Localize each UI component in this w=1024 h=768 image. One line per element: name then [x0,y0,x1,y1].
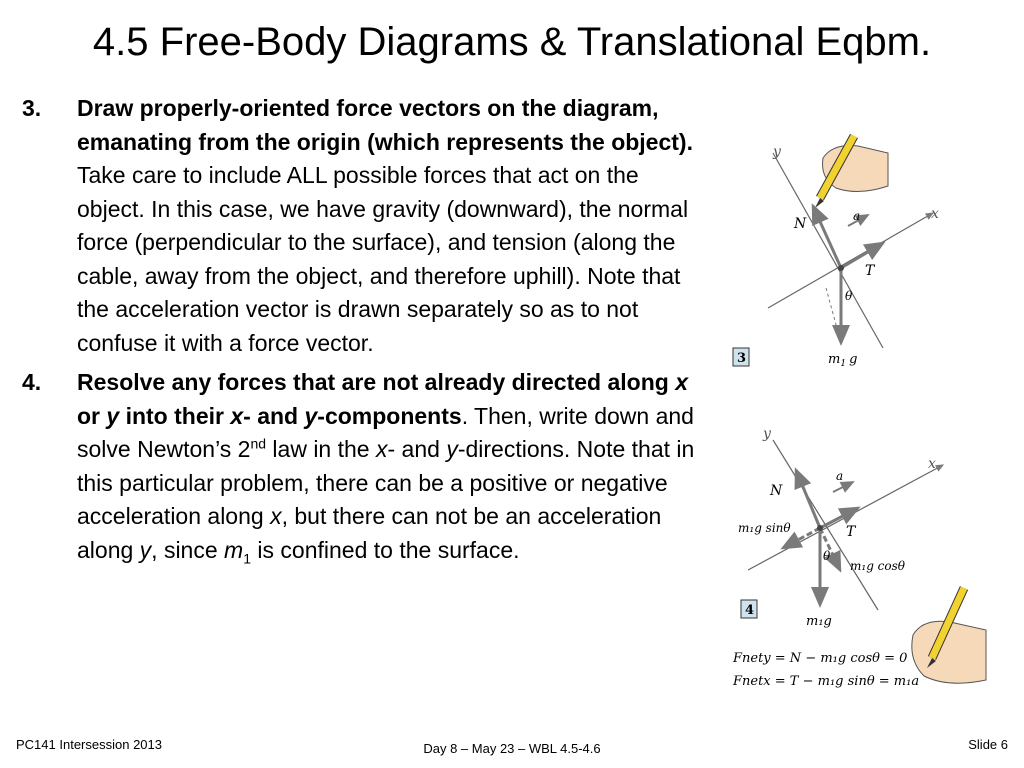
x-axis-label: x [931,206,939,222]
equation-fnet-y: Fnety = N − m₁g cosθ = 0 [733,651,908,666]
slide-title: 4.5 Free-Body Diagrams & Translational Eqbm. [92,20,932,64]
x-axis-label: x [928,456,936,472]
theta-label: θ [845,289,853,303]
acceleration-vector [833,482,853,492]
step-list [22,92,702,573]
step-text: Take care to include ALL possible forces that act on the object. In this case, we have gravity (downward), the normal force (perpendicular to the surface), and tension (along the cable, away from the object, and therefore uphill). Note that the acceleration vector is drawn separately so as to not confuse it with a force vector. [77,162,689,356]
svg-text:4: 4 [745,603,755,618]
free-body-diagram-4 [728,420,993,700]
step-number: 3. [22,95,42,121]
step-3 [22,92,702,360]
acceleration-label: a [853,209,861,223]
step-heading: Draw properly-oriented force vectors on the diagram, emanating from the origin (which represents the object). [77,95,693,155]
footer-left: PC141 Intersession 2013 [16,737,162,752]
free-body-diagram-3 [728,128,958,373]
normal-force-vector [813,206,841,268]
step-number: 4. [22,369,42,395]
normal-force-label: N [794,216,807,232]
slide-number: Slide 6 [968,737,1008,752]
weight-label: m₁g [806,614,832,629]
y-axis-label: y [773,144,781,160]
weight-label: $m_1$ g [828,352,858,369]
tension-vector [841,243,883,268]
step-4 [22,366,702,567]
sin-component-label: m₁g sinθ [738,521,791,535]
theta-label: θ [823,549,831,563]
y-axis-label: y [763,426,771,442]
step-heading: Resolve any forces that are not already directed along x or y into their x- and y-components [77,369,688,429]
equation-fnet-x: Fnetx = T − m₁g sinθ = m₁a [733,674,920,689]
svg-text:3: 3 [737,351,747,366]
normal-force-vector [796,470,820,528]
cos-component-label: m₁g cosθ [850,559,906,573]
normal-force-label: N [770,483,783,499]
tension-label: T [865,263,875,279]
acceleration-label: a [836,469,844,483]
footer-center: Day 8 – May 23 – WBL 4.5-4.6 [423,741,601,756]
step-text: . Then, write down and solve Newton’s 2nd law in the x- and y-directions. Note that in this particular problem, there can be a positive or negative acceleration along x, but there can not be an acceleration along y, since $m_1$ is confined to the surface. [77,402,695,567]
tension-label: T [846,524,856,540]
hand-pencil-icon [912,588,986,683]
hand-pencil-icon [815,136,888,208]
